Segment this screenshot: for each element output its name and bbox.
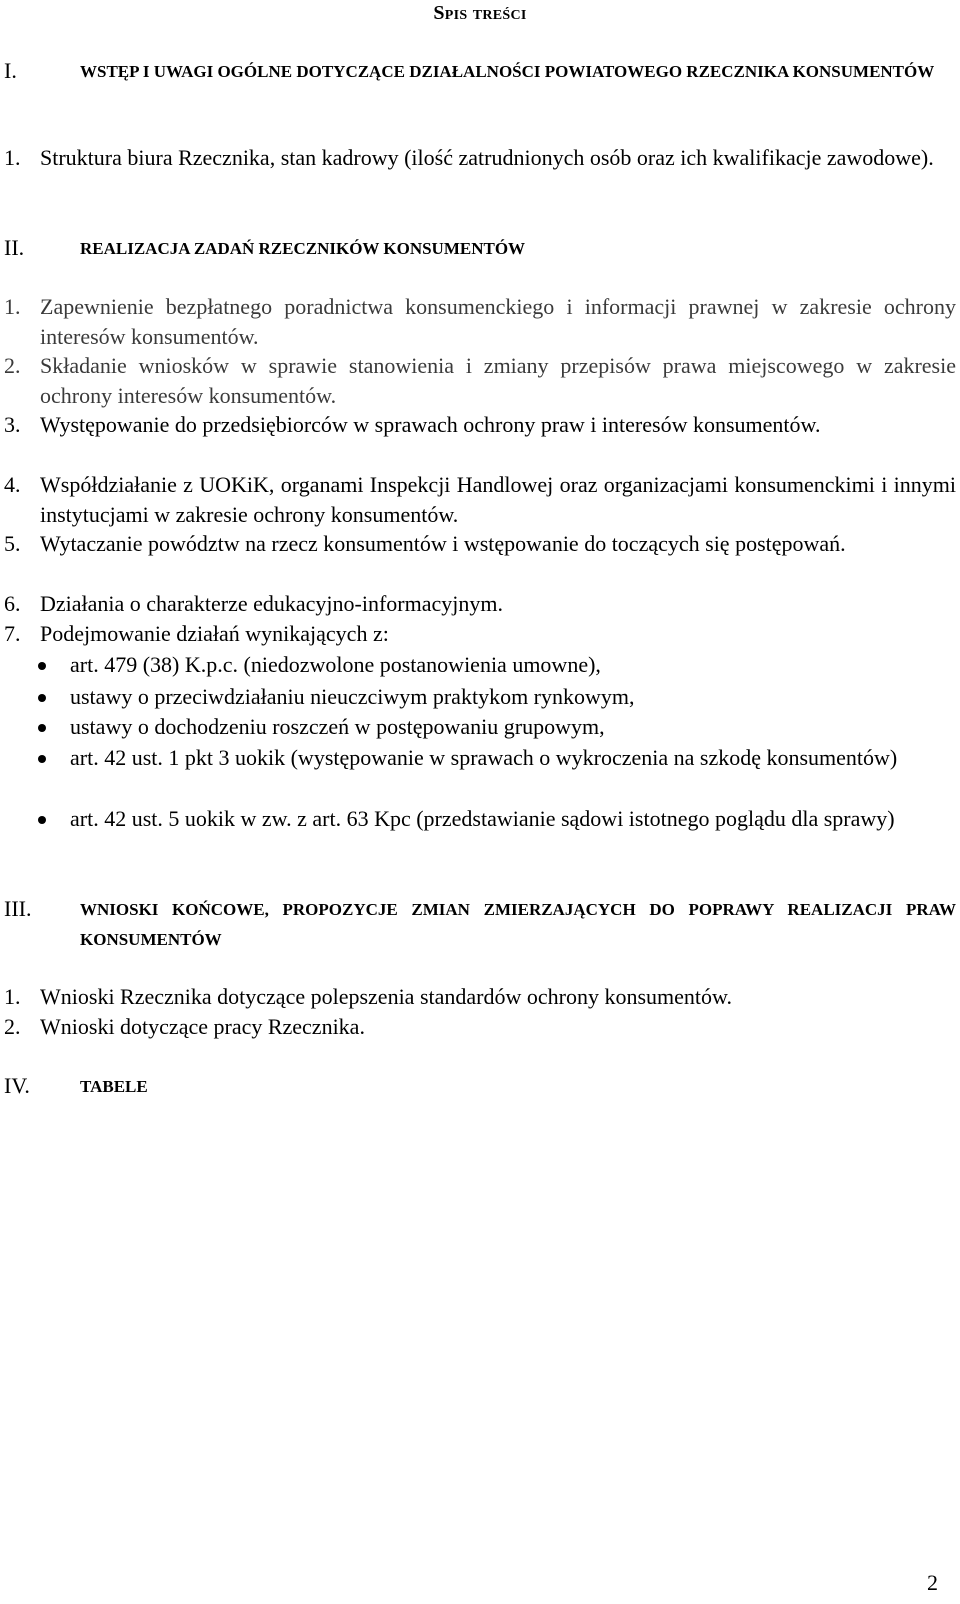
bullet-dot-icon [38,816,46,824]
item-number: 2. [4,1014,21,1039]
item-number: 3. [4,412,21,437]
section-2-numeral: II. [4,235,25,260]
bullet-item [36,682,956,712]
page-title: Spis treści [433,2,527,24]
section-2-item-1 [4,292,956,352]
bullet-dot-icon [38,694,46,702]
section-3-title: WNIOSKI KOŃCOWE, PROPOZYCJE ZMIAN ZMIERZAJĄCYCH DO POPRAWY REALIZACJI PRAW KONSUMENTÓW [80,900,956,949]
bullet-text: art. 42 ust. 1 pkt 3 uokik (występowanie w sprawach o wykroczenia na szkodę konsumentów) [70,745,898,770]
section-1-numeral: I. [4,58,17,83]
item-number: 6. [4,591,21,616]
item-number: 1. [4,984,21,1009]
item-text: Wnioski Rzecznika dotyczące polepszenia standardów ochrony konsumentów. [40,984,732,1009]
item-text: Składanie wniosków w sprawie stanowienia i zmiany przepisów prawa miejscowego w zakresie ochrony interesów konsumentów. [40,353,956,408]
bullet-dot-icon [38,662,46,670]
section-1-title: WSTĘP I UWAGI OGÓLNE DOTYCZĄCE DZIAŁALNOŚCI POWIATOWEGO RZECZNIKA KONSUMENTÓW [80,62,935,81]
section-2-item-3 [4,410,956,440]
item-text: Współdziałanie z UOKiK, organami Inspekcji Handlowej oraz organizacjami konsumenckimi i innymi instytucjami w zakresie ochrony konsumentów. [40,472,956,527]
page-number: 2 [927,1570,938,1595]
section-2-item-6 [4,589,956,619]
item-text: Wnioski dotyczące pracy Rzecznika. [40,1014,365,1039]
bullet-text: art. 479 (38) K.p.c. (niedozwolone postanowienia umowne), [70,652,601,677]
bullet-dot-icon [38,724,46,732]
item-text: Wytaczanie powództw na rzecz konsumentów i wstępowanie do toczących się postępowań. [40,531,846,556]
item-text: Występowanie do przedsiębiorców w sprawach ochrony praw i interesów konsumentów. [40,412,821,437]
section-2-item-7 [4,619,956,649]
bullet-item [36,650,956,680]
section-3-numeral: III. [4,896,32,921]
item-text: Zapewnienie bezpłatnego poradnictwa konsumenckiego i informacji prawnej w zakresie ochrony interesów konsumentów. [40,294,956,349]
bullet-text: ustawy o dochodzeniu roszczeń w postępowaniu grupowym, [70,714,605,739]
item-text: Struktura biura Rzecznika, stan kadrowy (ilość zatrudnionych osób oraz ich kwalifikacje zawodowe). [40,145,934,170]
section-2-item-4 [4,470,956,530]
section-3-item-1 [4,982,956,1012]
section-2-item-5 [4,529,956,559]
item-number: 2. [4,353,21,378]
section-4-title: TABELE [80,1077,148,1096]
bullet-text: art. 42 ust. 5 uokik w zw. z art. 63 Kpc (przedstawianie sądowi istotnego poglądu dla sprawy) [70,806,895,831]
item-number: 1. [4,145,21,170]
bullet-item [36,743,956,773]
bullet-dot-icon [38,755,46,763]
item-number: 7. [4,621,21,646]
item-number: 5. [4,531,21,556]
bullet-item [36,712,956,742]
bullet-text: ustawy o przeciwdziałaniu nieuczciwym praktykom rynkowym, [70,684,635,709]
section-3-item-2 [4,1012,956,1042]
section-2-item-2 [4,351,956,411]
item-text: Działania o charakterze edukacyjno-informacyjnym. [40,591,503,616]
section-2-title: REALIZACJA ZADAŃ RZECZNIKÓW KONSUMENTÓW [80,239,526,258]
section-1-item-1 [4,143,956,173]
item-number: 1. [4,294,21,319]
section-4-numeral: IV. [4,1073,30,1098]
item-text: Podejmowanie działań wynikających z: [40,621,389,646]
bullet-item [36,804,956,834]
item-number: 4. [4,472,21,497]
